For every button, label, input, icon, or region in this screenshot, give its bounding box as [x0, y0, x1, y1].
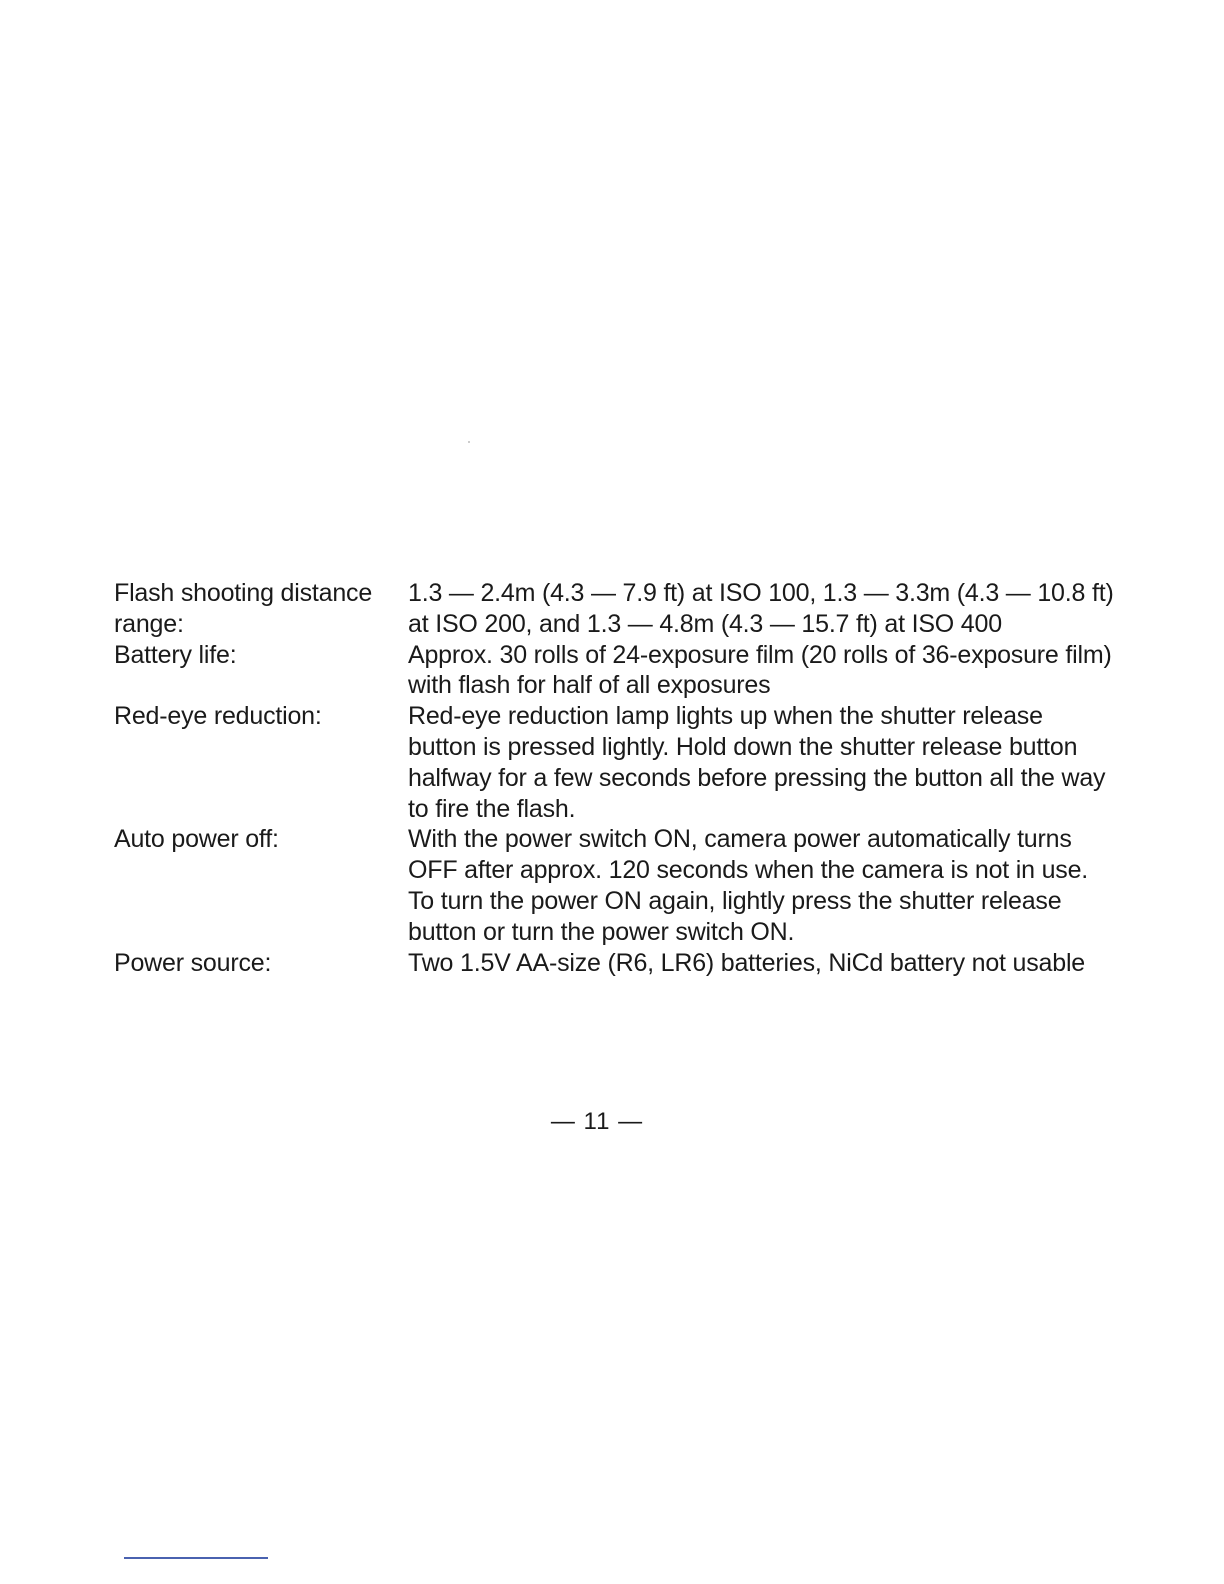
- spec-row-power-source: [114, 948, 1114, 979]
- spec-value: Two 1.5V AA-size (R6, LR6) batteries, NiCd battery not usable: [408, 948, 1086, 977]
- spec-row-auto-power-off: [114, 824, 1114, 947]
- spec-label: Auto power off:: [114, 825, 279, 854]
- spec-value: With the power switch ON, camera power automatically turns OFF after approx. 120 seconds when the camera is not in use. To turn the power ON again, lightly press the shutter release button or turn the power switch ON.: [408, 825, 1089, 946]
- spec-value: Red-eye reduction lamp lights up when the shutter release button is pressed lightly. Hold down the shutter release button halfway for a few seconds before pressing the button all the way to fire the flash.: [408, 702, 1106, 823]
- spec-label: Battery life:: [114, 640, 237, 669]
- scan-speck: [468, 441, 470, 443]
- spec-row-red-eye-reduction: [114, 701, 1114, 824]
- footnote-rule: [124, 1557, 268, 1559]
- page-number: — 11 —: [550, 1108, 644, 1135]
- spec-row-flash-distance: [114, 578, 1114, 640]
- spec-value: 1.3 — 2.4m (4.3 — 7.9 ft) at ISO 100, 1.3 — 3.3m (4.3 — 10.8 ft) at ISO 200, and 1.3 — 4.8m (4.3 — 15.7 ft) at ISO 400: [408, 579, 1114, 638]
- spec-row-battery-life: [114, 640, 1114, 702]
- spec-label: Power source:: [114, 948, 272, 977]
- specifications-table: [114, 578, 1114, 978]
- spec-label: Red-eye reduction:: [114, 702, 322, 731]
- spec-value: Approx. 30 rolls of 24-exposure film (20 rolls of 36-exposure film) with flash for half of all exposures: [408, 640, 1112, 700]
- spec-label: Flash shooting distance range:: [114, 579, 373, 638]
